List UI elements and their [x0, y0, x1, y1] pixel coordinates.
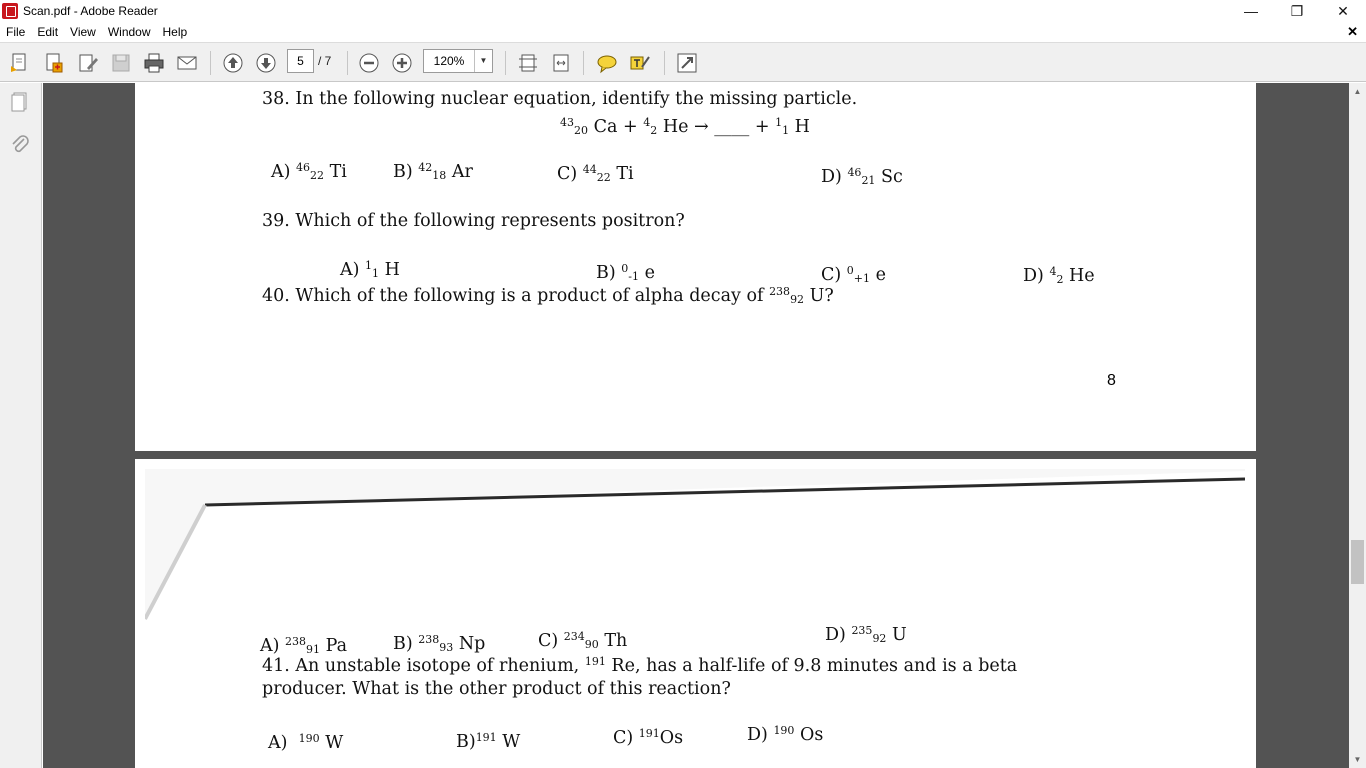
minimize-button[interactable]: — — [1244, 3, 1258, 19]
menu-file[interactable]: File — [6, 25, 26, 39]
attachments-icon[interactable] — [8, 133, 32, 157]
answer-option: C) $^{234}_{90}$ Th — [538, 630, 628, 651]
toolbar-separator — [210, 51, 211, 75]
question-41-stem: 41. An unstable isotope of rhenium, $^{191}$ Re, has a half-life of 9.8 minutes and is a beta — [262, 655, 1018, 676]
menu-help[interactable]: Help — [162, 25, 188, 39]
page-number: 8 — [1107, 372, 1116, 389]
menu-bar — [0, 22, 1366, 42]
previous-page-icon[interactable] — [221, 51, 245, 75]
question-39-stem: 39. Which of the following represents positron? — [262, 211, 685, 231]
toolbar-separator — [664, 51, 665, 75]
zoom-in-icon[interactable] — [390, 51, 414, 75]
element-symbol: Ca — [593, 117, 618, 137]
plus-sign: + — [754, 117, 770, 137]
mass-number: 1 — [775, 116, 783, 129]
full-screen-icon[interactable] — [675, 51, 699, 75]
answer-option: B) $^0_{-1}$ e — [596, 262, 655, 283]
mass-number: 4 — [643, 116, 651, 129]
toolbar-separator — [347, 51, 348, 75]
create-pdf-icon[interactable] — [8, 51, 32, 75]
answer-option: D) $^{190}$ Os — [747, 724, 824, 745]
navigation-pane — [0, 83, 42, 768]
answer-option: A) $^{190}$ W — [268, 732, 344, 753]
zoom-out-icon[interactable] — [357, 51, 381, 75]
answer-option: D) $^{46}_{21}$ Sc — [821, 166, 903, 187]
print-icon[interactable] — [142, 51, 166, 75]
page-total: / 7 — [318, 54, 332, 68]
element-symbol: H — [794, 117, 810, 137]
fit-page-icon[interactable] — [516, 51, 540, 75]
pdf-page — [135, 83, 1256, 451]
create-pdf-from-file-icon[interactable] — [42, 51, 66, 75]
next-page-icon[interactable] — [254, 51, 278, 75]
answer-option: A) $^{46}_{22}$ Ti — [271, 161, 347, 182]
fit-width-icon[interactable] — [549, 51, 573, 75]
save-icon[interactable] — [109, 51, 133, 75]
menu-view[interactable]: View — [70, 25, 96, 39]
question-40-stem: 40. Which of the following is a product of alpha decay of $^{238}_{92}$ U? — [262, 285, 834, 306]
adobe-reader-icon — [2, 3, 18, 19]
document-viewer[interactable] — [43, 83, 1349, 768]
answer-option: A) $^1_1$ H — [340, 259, 400, 280]
scroll-up-icon[interactable]: ▲ — [1353, 87, 1362, 96]
answer-option: D) $^4_2$ He — [1023, 265, 1095, 286]
answer-option: B) $^{238}_{93}$ Np — [393, 633, 486, 654]
edit-pdf-icon[interactable] — [76, 51, 100, 75]
question-41-line2: producer. What is the other product of this reaction? — [262, 679, 731, 699]
toolbar-separator — [505, 51, 506, 75]
atomic-number: 2 — [650, 124, 658, 137]
atomic-number: 1 — [782, 124, 790, 137]
question-38-equation — [560, 116, 810, 137]
menu-window[interactable]: Window — [107, 25, 151, 39]
page-thumbnails-icon[interactable] — [8, 89, 32, 113]
chevron-down-icon[interactable]: ▼ — [474, 50, 492, 72]
plus-sign: + — [622, 117, 638, 137]
answer-option: C) $^{191}$Os — [613, 727, 684, 748]
maximize-button[interactable]: ❐ — [1290, 2, 1304, 19]
page-number-input[interactable]: 5 — [287, 49, 314, 73]
answer-option: C) $^0_{+1}$ e — [821, 264, 886, 285]
zoom-select[interactable] — [423, 49, 493, 73]
scrollbar-thumb[interactable] — [1351, 540, 1364, 584]
zoom-value: 120% — [433, 54, 465, 68]
missing-particle-blank: ____ — [714, 117, 750, 137]
highlight-text-icon[interactable] — [628, 51, 652, 75]
vertical-scrollbar[interactable] — [1349, 83, 1366, 768]
answer-option: C) $^{44}_{22}$ Ti — [557, 163, 634, 184]
scan-fold-edge — [145, 469, 1245, 629]
title-bar — [0, 0, 1366, 22]
comment-note-icon[interactable] — [595, 51, 619, 75]
close-button[interactable]: ✕ — [1337, 2, 1349, 19]
menu-edit[interactable]: Edit — [37, 25, 59, 39]
answer-option: B)$^{191}$ W — [456, 731, 521, 752]
pdf-page — [135, 459, 1256, 768]
question-38-stem: 38. In the following nuclear equation, identify the missing particle. — [262, 89, 858, 109]
email-icon[interactable] — [175, 51, 199, 75]
window-title: Scan.pdf - Adobe Reader — [23, 4, 158, 18]
toolbar — [0, 42, 1366, 82]
answer-option: B) $^{42}_{18}$ Ar — [393, 161, 473, 182]
toolbar-separator — [583, 51, 584, 75]
window-controls — [1228, 0, 1366, 22]
element-symbol: He — [662, 117, 689, 137]
close-document-icon[interactable]: ✕ — [1347, 24, 1358, 39]
reaction-arrow: → — [694, 117, 709, 137]
scroll-down-icon[interactable]: ▼ — [1353, 755, 1362, 764]
answer-option: D) $^{235}_{92}$ U — [825, 624, 907, 645]
atomic-number: 20 — [574, 124, 588, 137]
answer-option: A) $^{238}_{91}$ Pa — [260, 635, 348, 656]
mass-number: 43 — [560, 116, 574, 129]
